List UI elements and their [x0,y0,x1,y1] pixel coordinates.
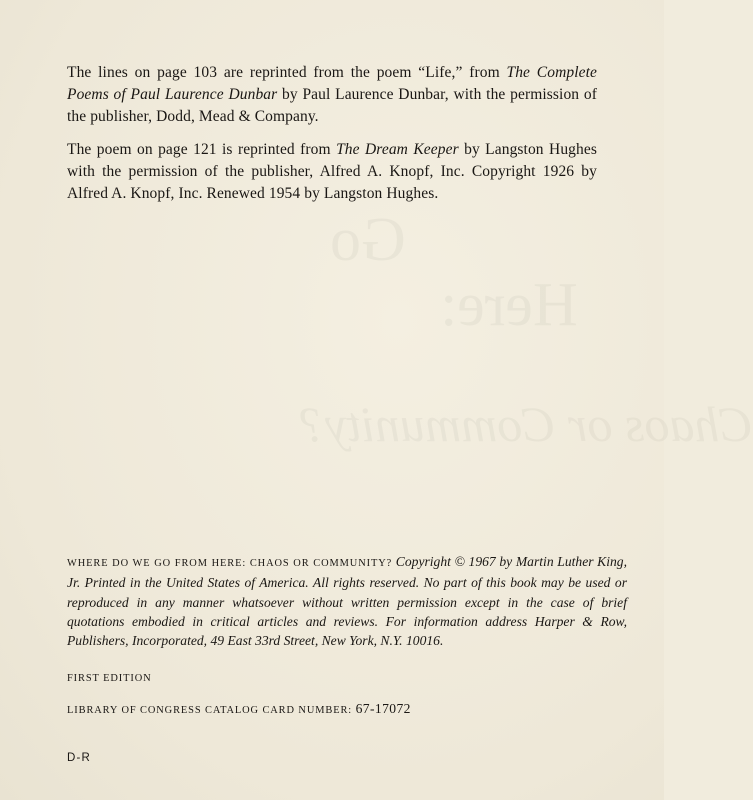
hughes-book-title: The Dream Keeper [336,141,459,158]
book-title-caps: WHERE DO WE GO FROM HERE: CHAOS OR COMMUNITY? [67,558,393,569]
catalog-label: LIBRARY OF CONGRESS CATALOG CARD NUMBER: [67,705,353,716]
print-code: D-R [67,752,92,764]
copyright-text: Copyright © 1967 by Martin Luther King, Jr. Printed in the United States of America. All rights reserved. No part of this book may be used or reproduced in any manner whatsoever without written permission except in the case of brief quotations embodied in critical articles and reviews. For information address Harper & Row, Publishers, Incorporated, 49 East 33rd Street, New York, N.Y. 10016. [67,554,627,649]
copyright-notice [67,552,627,650]
edition-label: FIRST EDITION [67,673,152,684]
permissions-credits [67,62,597,216]
catalog-card-number [67,701,411,717]
dunbar-credit: The lines on page 103 are reprinted from the poem “Life,” from The Complete Poems of Paul Laurence Dunbar by Paul Laurence Dunbar, with the permission of the publisher, Dodd, Mead & Company. [67,64,598,125]
hughes-credit: The poem on page 121 is reprinted from The Dream Keeper by Langston Hughes with the permission of the publisher, Alfred A. Knopf, Inc. Copyright 1926 by Alfred A. Knopf, Inc. Renewed 1954 by Langston Hughes. [67,141,597,202]
dunbar-book-title: The Complete Poems of Paul Laurence Dunbar [67,64,597,103]
catalog-number: 67-17072 [355,701,411,716]
show-through-decoration: Chaos [625,396,753,452]
